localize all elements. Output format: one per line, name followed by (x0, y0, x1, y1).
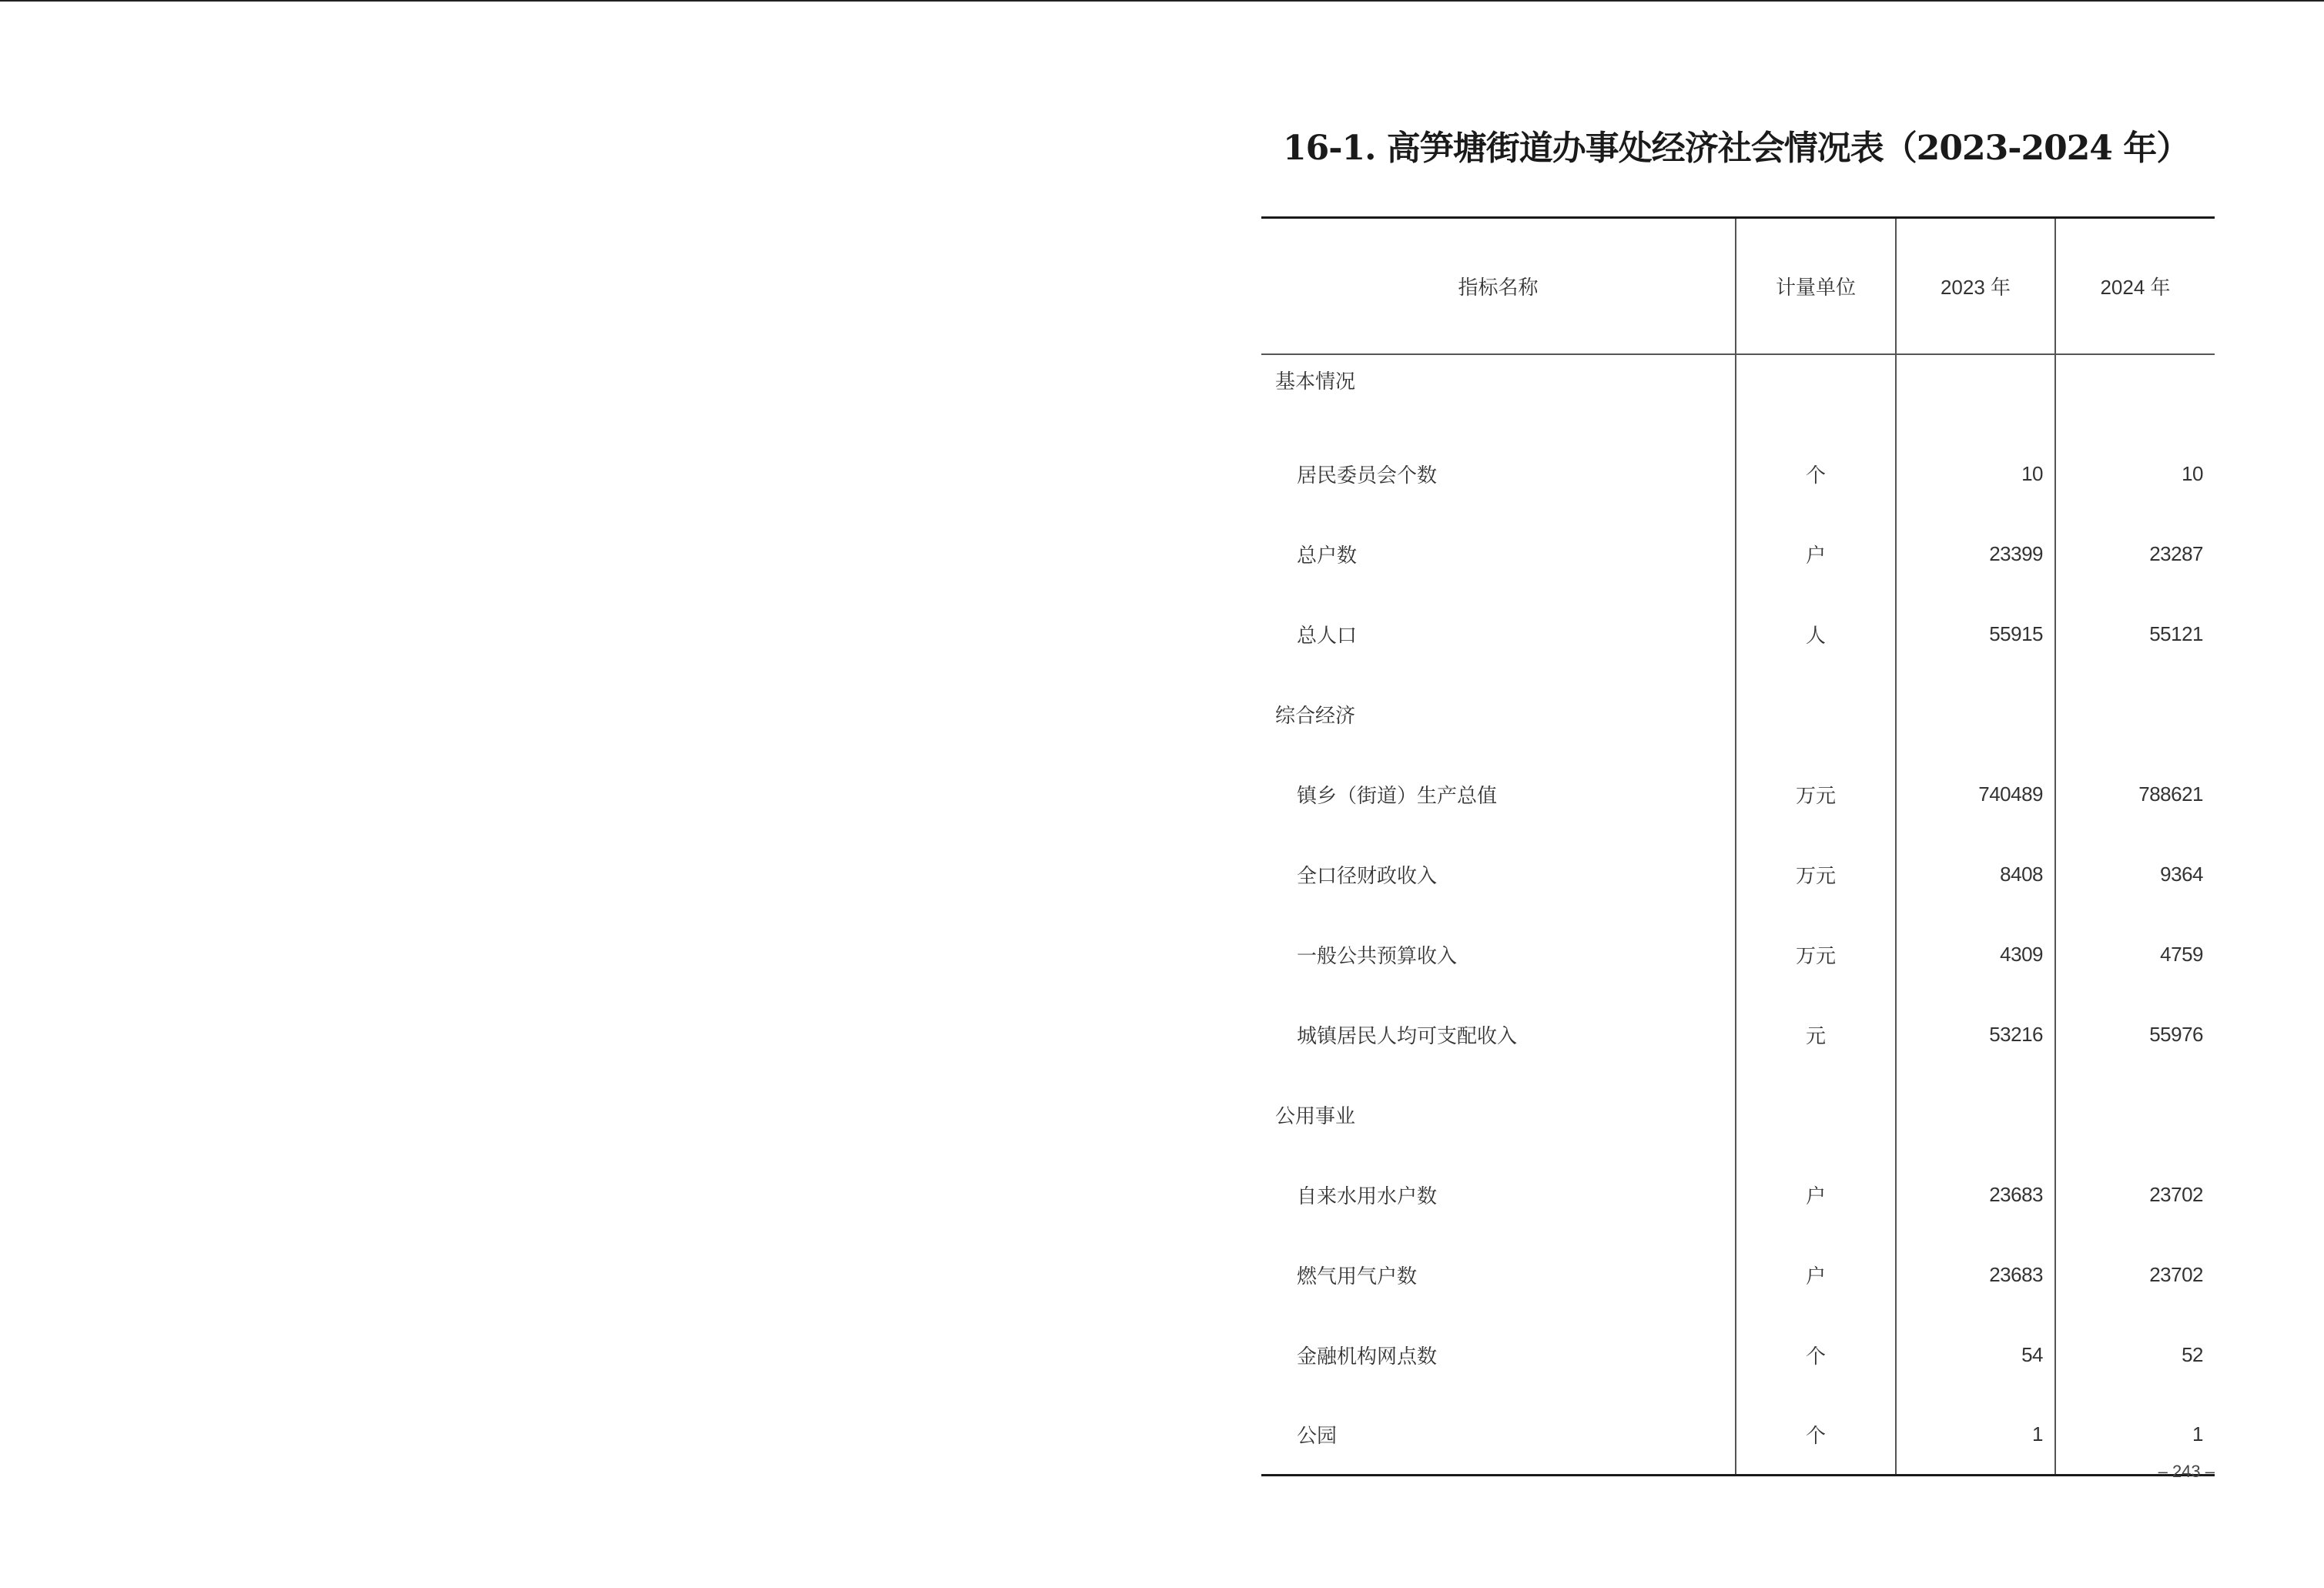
unit-cell: 万元 (1736, 835, 1896, 915)
value-2023-cell: 4309 (1896, 915, 2055, 995)
value-2024-cell (2055, 1075, 2215, 1155)
value-2024-cell: 10 (2055, 434, 2215, 514)
indicator-name: 城镇居民人均可支配收入 (1297, 1025, 1518, 1048)
indicator-name: 公园 (1261, 1395, 1736, 1476)
table-body (1261, 354, 2215, 1476)
section-heading: 综合经济 (1275, 705, 1356, 728)
unit-cell: 元 (1736, 995, 1896, 1075)
unit-cell (1736, 1075, 1896, 1155)
value-2024-cell: 52 (2055, 1315, 2215, 1395)
header-year-2024: 2024 年 (2055, 218, 2215, 354)
indicator-name: 燃气用气户数 (1297, 1265, 1418, 1288)
value-2023-cell: 23683 (1896, 1155, 2055, 1235)
value-2024-cell: 23702 (2055, 1155, 2215, 1235)
unit-cell: 人 (1736, 595, 1896, 675)
section-heading: 基本情况 (1275, 370, 1356, 394)
unit-cell: 户 (1736, 1155, 1896, 1235)
indicator-name: 总户数 (1297, 544, 1358, 568)
unit-cell: 个 (1736, 1395, 1896, 1476)
value-2023-cell (1896, 354, 2055, 434)
value-2024-cell (2055, 675, 2215, 755)
table-row (1261, 1235, 2215, 1315)
indicator-name: 镇乡（街道）生产总值 (1297, 785, 1498, 808)
value-2023-cell: 54 (1896, 1315, 2055, 1395)
table-row (1261, 755, 2215, 835)
indicator-name: 居民委员会个数 (1297, 464, 1438, 487)
value-2023-cell: 8408 (1896, 835, 2055, 915)
page-title: 16-1. 高笋塘街道办事处经济社会情况表（2023-2024 年） (1283, 129, 2190, 168)
indicator-name: 一般公共预算收入 (1297, 945, 1458, 968)
indicator-name: 全口径财政收入 (1297, 865, 1438, 888)
unit-cell: 个 (1736, 1315, 1896, 1395)
value-2023-cell (1896, 675, 2055, 755)
value-2024-cell: 55121 (2055, 595, 2215, 675)
table-row (1261, 835, 2215, 915)
table-row (1261, 1315, 2215, 1395)
value-2023-cell (1896, 1075, 2055, 1155)
header-year-2023: 2023 年 (1896, 218, 2055, 354)
table-header-row (1261, 218, 2215, 354)
table-row (1261, 915, 2215, 995)
table-row (1261, 995, 2215, 1075)
value-2024-cell: 788621 (2055, 755, 2215, 835)
value-2024-cell: 55976 (2055, 995, 2215, 1075)
section-heading: 公用事业 (1275, 1105, 1356, 1128)
table-row (1261, 434, 2215, 514)
value-2023-cell: 10 (1896, 434, 2055, 514)
unit-cell: 户 (1736, 514, 1896, 595)
statistics-table (1261, 216, 2215, 1476)
value-2024-cell: 23702 (2055, 1235, 2215, 1315)
value-2023-cell: 53216 (1896, 995, 2055, 1075)
top-border-line (0, 0, 2324, 2)
value-2023-cell: 23683 (1896, 1235, 2055, 1315)
value-2023-cell: 740489 (1896, 755, 2055, 835)
value-2023-cell: 1 (1896, 1395, 2055, 1476)
unit-cell: 万元 (1736, 755, 1896, 835)
unit-cell (1736, 675, 1896, 755)
table-row (1261, 595, 2215, 675)
value-2023-cell: 23399 (1896, 514, 2055, 595)
unit-cell: 个 (1736, 434, 1896, 514)
value-2023-cell: 55915 (1896, 595, 2055, 675)
header-indicator-name: 指标名称 (1261, 218, 1736, 354)
value-2024-cell: 1 (2055, 1395, 2215, 1476)
value-2024-cell: 23287 (2055, 514, 2215, 595)
table-section-row (1261, 354, 2215, 434)
unit-cell (1736, 354, 1896, 434)
indicator-name: 自来水用水户数 (1297, 1185, 1438, 1208)
table-row (1261, 1155, 2215, 1235)
table-row (1261, 1395, 2215, 1476)
unit-cell: 户 (1736, 1235, 1896, 1315)
value-2024-cell (2055, 354, 2215, 434)
header-unit: 计量单位 (1736, 218, 1896, 354)
page-number: – 243 – (2158, 1462, 2215, 1481)
unit-cell: 万元 (1736, 915, 1896, 995)
table-section-row (1261, 1075, 2215, 1155)
value-2024-cell: 4759 (2055, 915, 2215, 995)
indicator-name: 金融机构网点数 (1297, 1345, 1438, 1369)
table-row (1261, 514, 2215, 595)
table-section-row (1261, 675, 2215, 755)
value-2024-cell: 9364 (2055, 835, 2215, 915)
indicator-name: 总人口 (1297, 625, 1358, 648)
